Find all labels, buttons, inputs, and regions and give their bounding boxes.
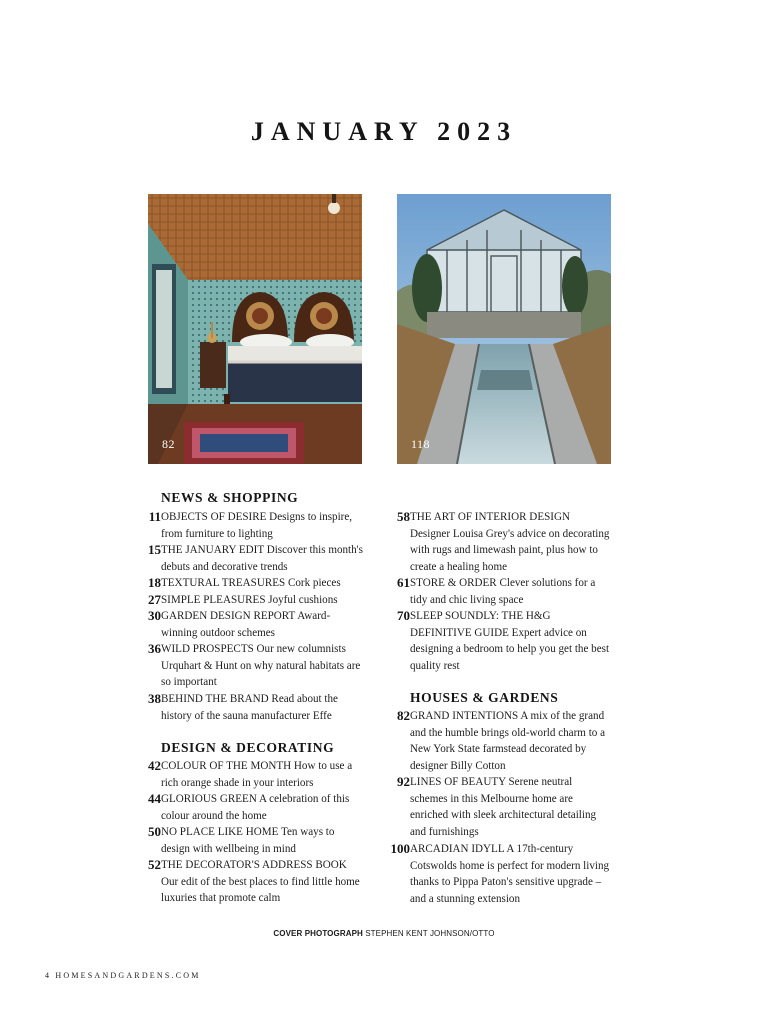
entry-page-number: 18: [148, 575, 161, 590]
entry-page-number: 15: [148, 542, 161, 557]
entry-text: OBJECTS OF DESIRE Designs to inspire, from furniture to lighting: [161, 511, 353, 540]
bedroom-illustration: [148, 194, 362, 464]
entry-page-number: 42: [148, 758, 161, 773]
entry-page-number: 52: [148, 857, 161, 872]
entry-page-number: 92: [397, 774, 410, 789]
entry-text: SLEEP SOUNDLY: THE H&G DEFINITIVE GUIDE Expert advice on designing a bedroom to help you get the best quality rest: [410, 610, 610, 672]
section-heading-design-decorating: DESIGN & DECORATING: [161, 740, 335, 755]
entry-text: GRAND INTENTIONS A mix of the grand and the humble brings old-world charm to a New York State farmstead decorated by designer Billy Cotton: [410, 710, 606, 772]
entry-text: NO PLACE LIKE HOME Ten ways to design with wellbeing in mind: [161, 826, 335, 855]
entry-text: BEHIND THE BRAND Read about the history of the sauna manufacturer Effe: [161, 693, 338, 722]
entry-page-number: 11: [148, 509, 161, 524]
credit-name: STEPHEN KENT JOHNSON/OTTO: [365, 929, 495, 938]
entry-text: SIMPLE PLEASURES Joyful cushions: [161, 594, 338, 606]
entry-text: THE ART OF INTERIOR DESIGN Designer Louisa Grey's advice on decorating with rugs and limewash paint, plus how to create a healing home: [410, 511, 610, 573]
entry-text: THE JANUARY EDIT Discover this month's debuts and decorative trends: [161, 544, 363, 573]
entry-text: GLORIOUS GREEN A celebration of this colour around the home: [161, 793, 350, 822]
entry-text: GARDEN DESIGN REPORT Award-winning outdoor schemes: [161, 610, 331, 639]
entry-page-number: 27: [148, 592, 161, 607]
entry-text: TEXTURAL TREASURES Cork pieces: [161, 577, 341, 589]
entry-text: WILD PROSPECTS Our new columnists Urquhart & Hunt on why natural habitats are so important: [161, 643, 361, 689]
entry-page-number: 38: [148, 691, 161, 706]
section-heading-news-shopping: NEWS & SHOPPING: [161, 490, 299, 505]
entry-text: STORE & ORDER Clever solutions for a tidy and chic living space: [410, 577, 596, 606]
entry-page-number: 61: [397, 575, 410, 590]
page-title: JANUARY 2023: [250, 117, 518, 146]
glasshouse-illustration: [397, 194, 611, 464]
credit-label: COVER PHOTOGRAPH: [273, 929, 363, 938]
entry-text: COLOUR OF THE MONTH How to use a rich orange shade in your interiors: [161, 760, 353, 789]
bedroom-photo[interactable]: [148, 194, 362, 464]
entry-text: LINES OF BEAUTY Serene neutral schemes in this Melbourne home are enriched with sleek architectural detailing and furnishings: [410, 776, 597, 838]
entry-page-number: 58: [397, 509, 410, 524]
glasshouse-photo[interactable]: [397, 194, 611, 464]
entry-page-number: 82: [397, 708, 410, 723]
entry-page-number: 44: [148, 791, 161, 806]
entry-page-number: 30: [148, 608, 161, 623]
photo-page-number: 82: [162, 437, 175, 451]
entry-text: THE DECORATOR'S ADDRESS BOOK Our edit of the best places to find little home luxuries that promote calm: [161, 859, 360, 905]
entry-page-number: 50: [148, 824, 161, 839]
section-heading-houses-gardens: HOUSES & GARDENS: [410, 690, 559, 705]
page-folio: 4 HOMESANDGARDENS.COM: [45, 971, 201, 980]
entry-page-number: 100: [390, 841, 410, 856]
cover-photo-credit: [0, 929, 768, 938]
entry-page-number: 36: [148, 641, 161, 656]
entry-text: ARCADIAN IDYLL A 17th-century Cotswolds home is perfect for modern living thanks to Pippa Paton's sensitive upgrade – and a stunning extension: [410, 843, 610, 905]
entry-page-number: 70: [397, 608, 410, 623]
photo-page-number: 118: [411, 437, 431, 451]
